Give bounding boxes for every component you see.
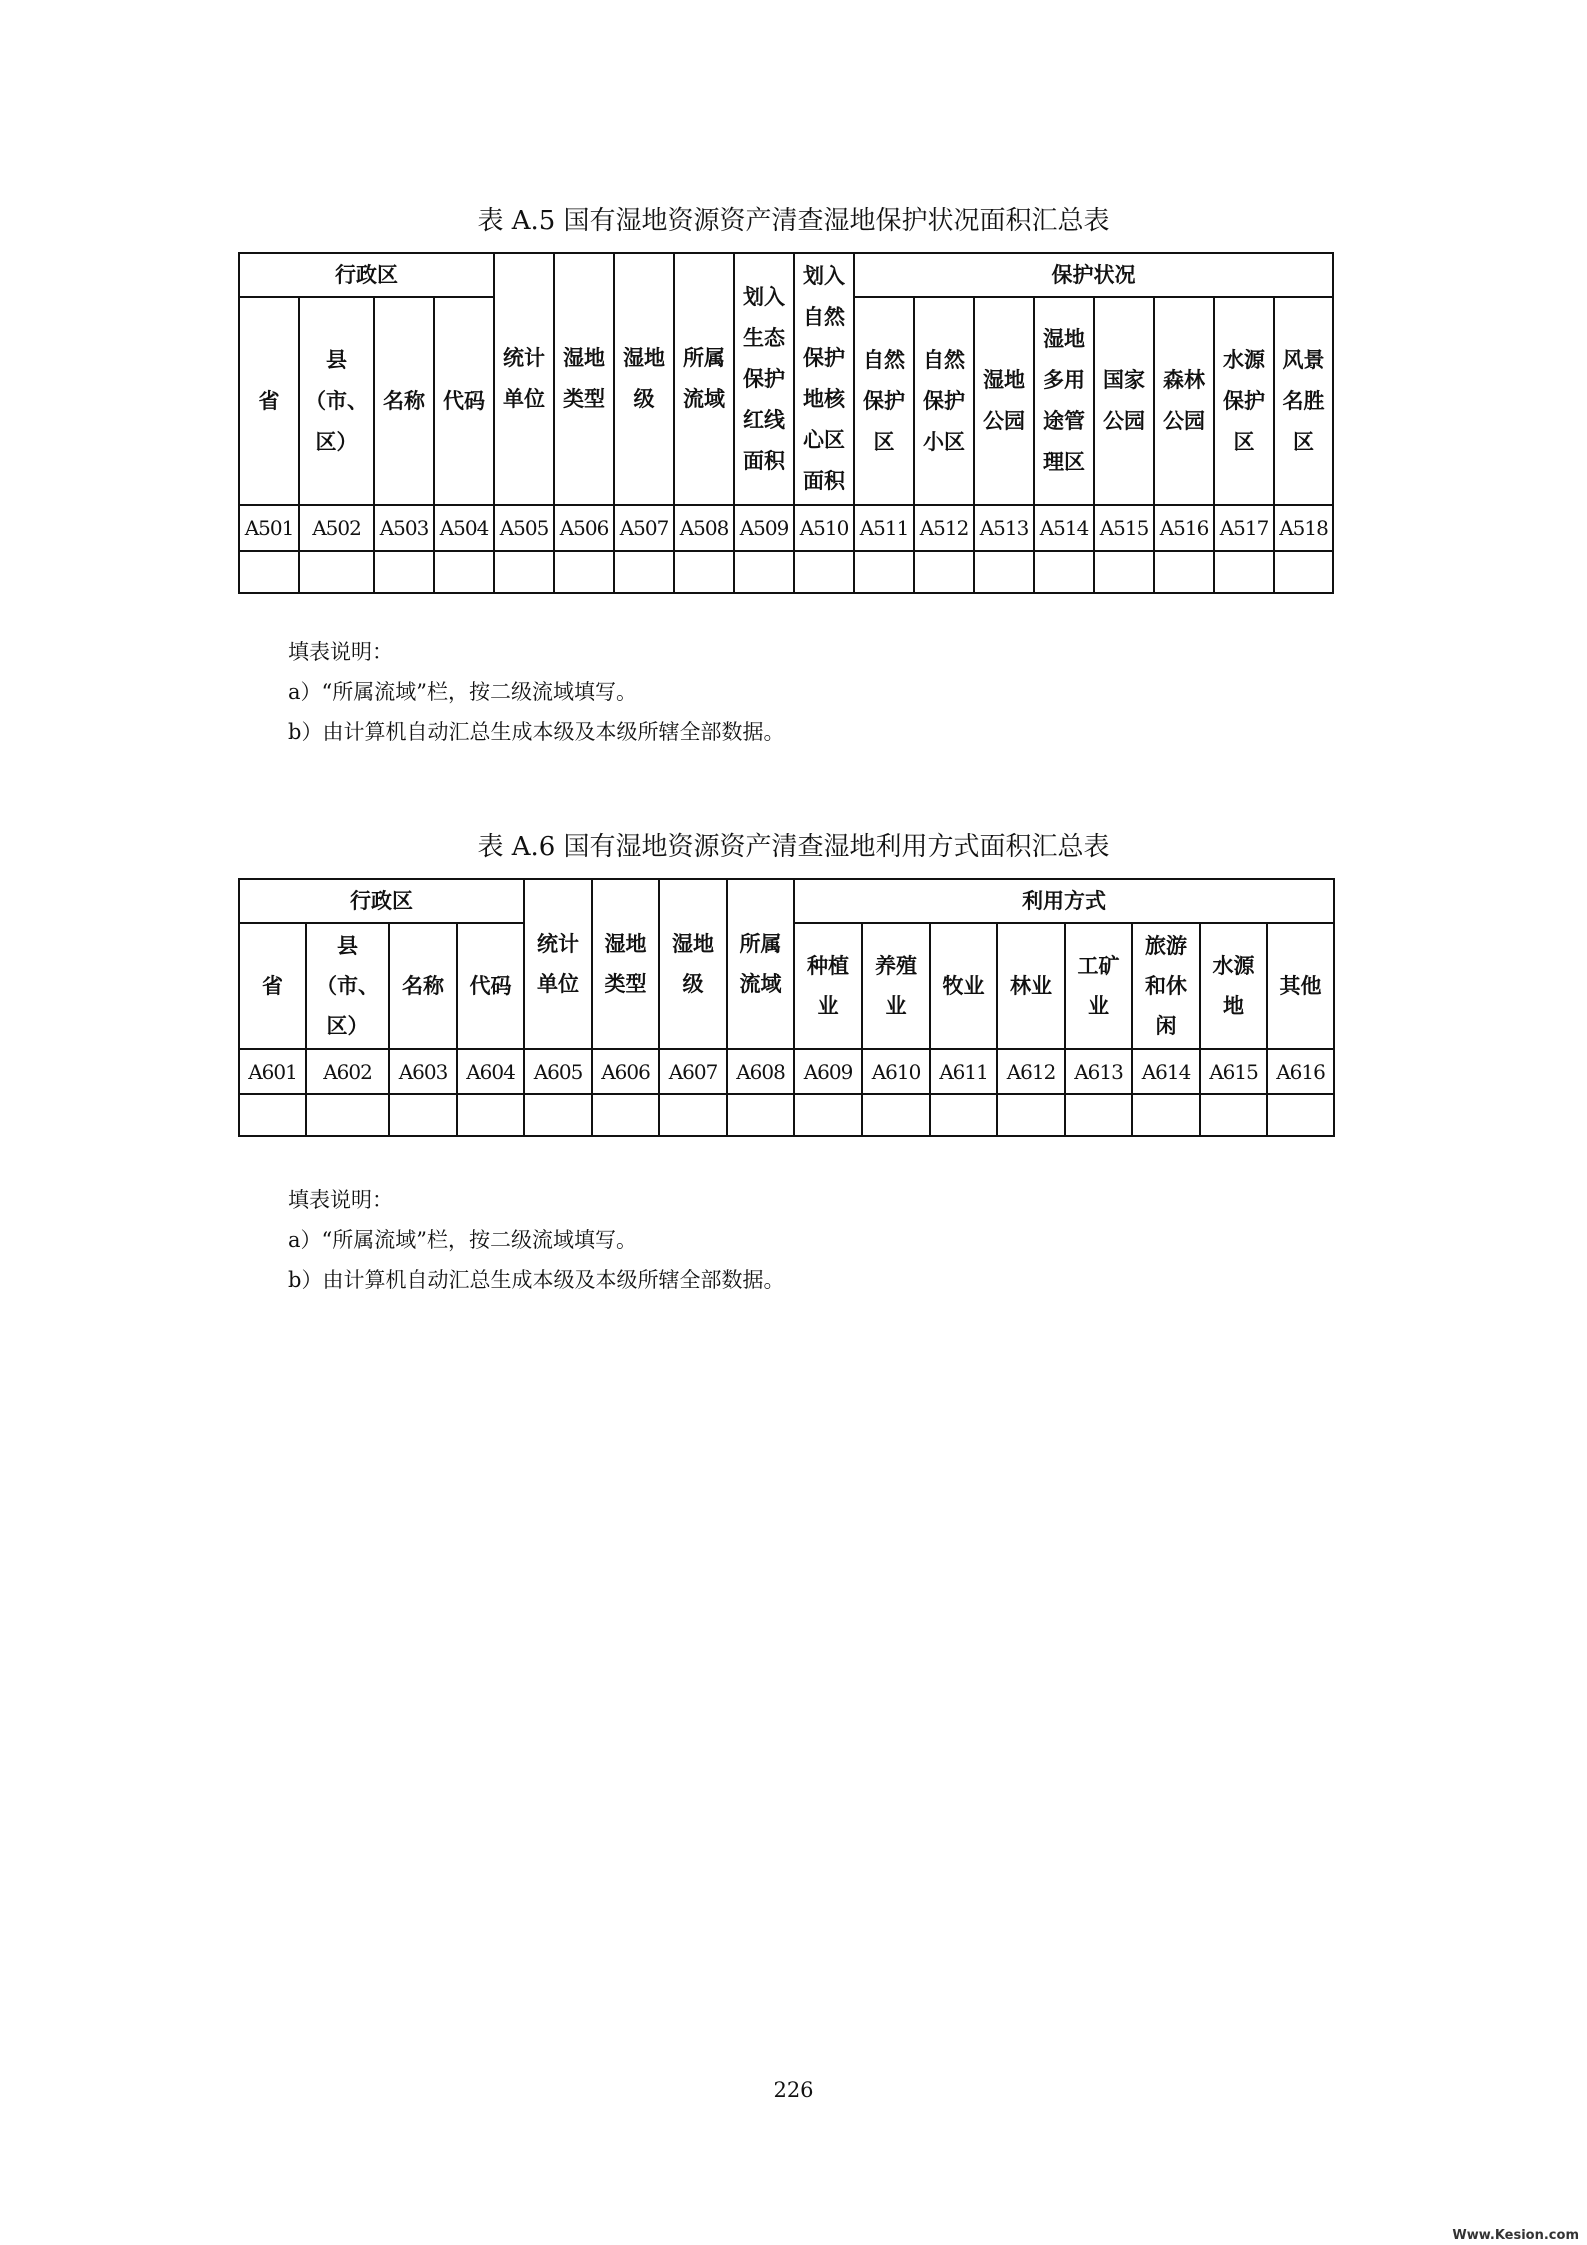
code-cell: A505 xyxy=(494,505,554,551)
empty-cell[interactable] xyxy=(974,551,1034,593)
empty-cell[interactable] xyxy=(727,1094,794,1136)
table-a6-title: 表 A.6 国有湿地资源资产清查湿地利用方式面积汇总表 xyxy=(477,832,1110,862)
notes-heading: 填表说明： xyxy=(288,1188,393,1212)
empty-cell[interactable] xyxy=(1034,551,1094,593)
table-a6 xyxy=(238,878,1335,1137)
code-cell: A611 xyxy=(930,1049,997,1094)
header-cell: 水源 地 xyxy=(1200,923,1267,1049)
empty-cell[interactable] xyxy=(299,551,374,593)
header-cell: 统计 单位 xyxy=(494,253,554,505)
empty-cell[interactable] xyxy=(914,551,974,593)
code-cell: A514 xyxy=(1034,505,1094,551)
notes-item: b）由计算机自动汇总生成本级及本级所辖全部数据。 xyxy=(288,720,785,744)
table-a5 xyxy=(238,252,1334,594)
empty-cell[interactable] xyxy=(1065,1094,1132,1136)
code-cell: A515 xyxy=(1094,505,1154,551)
header-cell: 湿地 公园 xyxy=(974,297,1034,505)
code-cell: A607 xyxy=(659,1049,727,1094)
empty-cell[interactable] xyxy=(614,551,674,593)
header-cell: 所属 流域 xyxy=(674,253,734,505)
header-cell: 种植 业 xyxy=(794,923,862,1049)
header-cell: 其他 xyxy=(1267,923,1334,1049)
header-cell: 划入 生态 保护 红线 面积 xyxy=(734,253,794,505)
code-cell: A608 xyxy=(727,1049,794,1094)
code-cell: A517 xyxy=(1214,505,1274,551)
header-cell: 湿地 级 xyxy=(659,879,727,1049)
empty-cell[interactable] xyxy=(734,551,794,593)
empty-cell[interactable] xyxy=(862,1094,930,1136)
code-cell: A603 xyxy=(389,1049,457,1094)
code-cell: A518 xyxy=(1274,505,1333,551)
empty-cell[interactable] xyxy=(794,551,854,593)
code-cell: A612 xyxy=(997,1049,1065,1094)
empty-cell[interactable] xyxy=(997,1094,1065,1136)
empty-cell[interactable] xyxy=(389,1094,457,1136)
header-cell: 县 （市、 区） xyxy=(306,923,389,1049)
header-cell: 旅游 和休 闲 xyxy=(1132,923,1200,1049)
header-cell: 林业 xyxy=(997,923,1065,1049)
code-cell: A509 xyxy=(734,505,794,551)
empty-cell[interactable] xyxy=(554,551,614,593)
group-header-admin: 行政区 xyxy=(239,253,494,297)
code-cell: A510 xyxy=(794,505,854,551)
group-header-usage: 利用方式 xyxy=(794,879,1334,923)
code-cell: A507 xyxy=(614,505,674,551)
empty-cell[interactable] xyxy=(1214,551,1274,593)
code-cell: A506 xyxy=(554,505,614,551)
header-cell: 划入 自然 保护 地核 心区 面积 xyxy=(794,253,854,505)
header-cell: 工矿 业 xyxy=(1065,923,1132,1049)
page-number: 226 xyxy=(773,2078,814,2102)
notes-item: a）“所属流域”栏，按二级流域填写。 xyxy=(288,680,637,704)
header-cell: 自然 保护 小区 xyxy=(914,297,974,505)
empty-cell[interactable] xyxy=(930,1094,997,1136)
empty-cell[interactable] xyxy=(794,1094,862,1136)
empty-cell[interactable] xyxy=(1274,551,1333,593)
notes-heading: 填表说明： xyxy=(288,640,393,664)
code-cell: A512 xyxy=(914,505,974,551)
header-cell: 水源 保护 区 xyxy=(1214,297,1274,505)
empty-cell[interactable] xyxy=(592,1094,659,1136)
watermark: Www.Kesion.com xyxy=(1452,2228,1579,2243)
empty-cell[interactable] xyxy=(1094,551,1154,593)
code-cell: A511 xyxy=(854,505,914,551)
code-cell: A503 xyxy=(374,505,434,551)
code-cell: A610 xyxy=(862,1049,930,1094)
header-cell: 国家 公园 xyxy=(1094,297,1154,505)
empty-cell[interactable] xyxy=(306,1094,389,1136)
header-cell: 森林 公园 xyxy=(1154,297,1214,505)
code-cell: A601 xyxy=(239,1049,306,1094)
empty-cell[interactable] xyxy=(1200,1094,1267,1136)
header-cell: 所属 流域 xyxy=(727,879,794,1049)
code-cell: A606 xyxy=(592,1049,659,1094)
empty-cell[interactable] xyxy=(434,551,494,593)
header-cell: 牧业 xyxy=(930,923,997,1049)
empty-cell[interactable] xyxy=(239,1094,306,1136)
empty-cell[interactable] xyxy=(524,1094,592,1136)
code-cell: A602 xyxy=(306,1049,389,1094)
group-header-admin: 行政区 xyxy=(239,879,524,923)
header-cell: 名称 xyxy=(389,923,457,1049)
header-cell: 代码 xyxy=(434,297,494,505)
header-cell: 风景 名胜 区 xyxy=(1274,297,1333,505)
header-cell: 湿地 级 xyxy=(614,253,674,505)
notes-item: a）“所属流域”栏，按二级流域填写。 xyxy=(288,1228,637,1252)
code-cell: A613 xyxy=(1065,1049,1132,1094)
notes-item: b）由计算机自动汇总生成本级及本级所辖全部数据。 xyxy=(288,1268,785,1292)
header-cell: 养殖 业 xyxy=(862,923,930,1049)
code-cell: A502 xyxy=(299,505,374,551)
code-cell: A615 xyxy=(1200,1049,1267,1094)
code-cell: A501 xyxy=(239,505,299,551)
empty-cell[interactable] xyxy=(457,1094,524,1136)
code-cell: A616 xyxy=(1267,1049,1334,1094)
empty-cell[interactable] xyxy=(674,551,734,593)
table-a5-title: 表 A.5 国有湿地资源资产清查湿地保护状况面积汇总表 xyxy=(477,206,1110,236)
empty-cell[interactable] xyxy=(1132,1094,1200,1136)
notes-a5 xyxy=(288,632,784,752)
empty-cell[interactable] xyxy=(659,1094,727,1136)
empty-cell[interactable] xyxy=(239,551,299,593)
empty-cell[interactable] xyxy=(374,551,434,593)
code-cell: A605 xyxy=(524,1049,592,1094)
header-cell: 湿地 类型 xyxy=(554,253,614,505)
code-cell: A504 xyxy=(434,505,494,551)
empty-cell[interactable] xyxy=(494,551,554,593)
code-cell: A508 xyxy=(674,505,734,551)
header-cell: 省 xyxy=(239,297,299,505)
group-header-protection: 保护状况 xyxy=(854,253,1333,297)
header-cell: 自然 保护 区 xyxy=(854,297,914,505)
empty-cell[interactable] xyxy=(854,551,914,593)
empty-cell[interactable] xyxy=(1267,1094,1334,1136)
empty-cell[interactable] xyxy=(1154,551,1214,593)
header-cell: 名称 xyxy=(374,297,434,505)
header-cell: 湿地 多用 途管 理区 xyxy=(1034,297,1094,505)
code-cell: A614 xyxy=(1132,1049,1200,1094)
code-cell: A513 xyxy=(974,505,1034,551)
code-cell: A609 xyxy=(794,1049,862,1094)
notes-a6 xyxy=(288,1180,784,1300)
header-cell: 湿地 类型 xyxy=(592,879,659,1049)
header-cell: 代码 xyxy=(457,923,524,1049)
code-cell: A516 xyxy=(1154,505,1214,551)
header-cell: 统计 单位 xyxy=(524,879,592,1049)
code-cell: A604 xyxy=(457,1049,524,1094)
header-cell: 省 xyxy=(239,923,306,1049)
header-cell: 县 （市、 区） xyxy=(299,297,374,505)
